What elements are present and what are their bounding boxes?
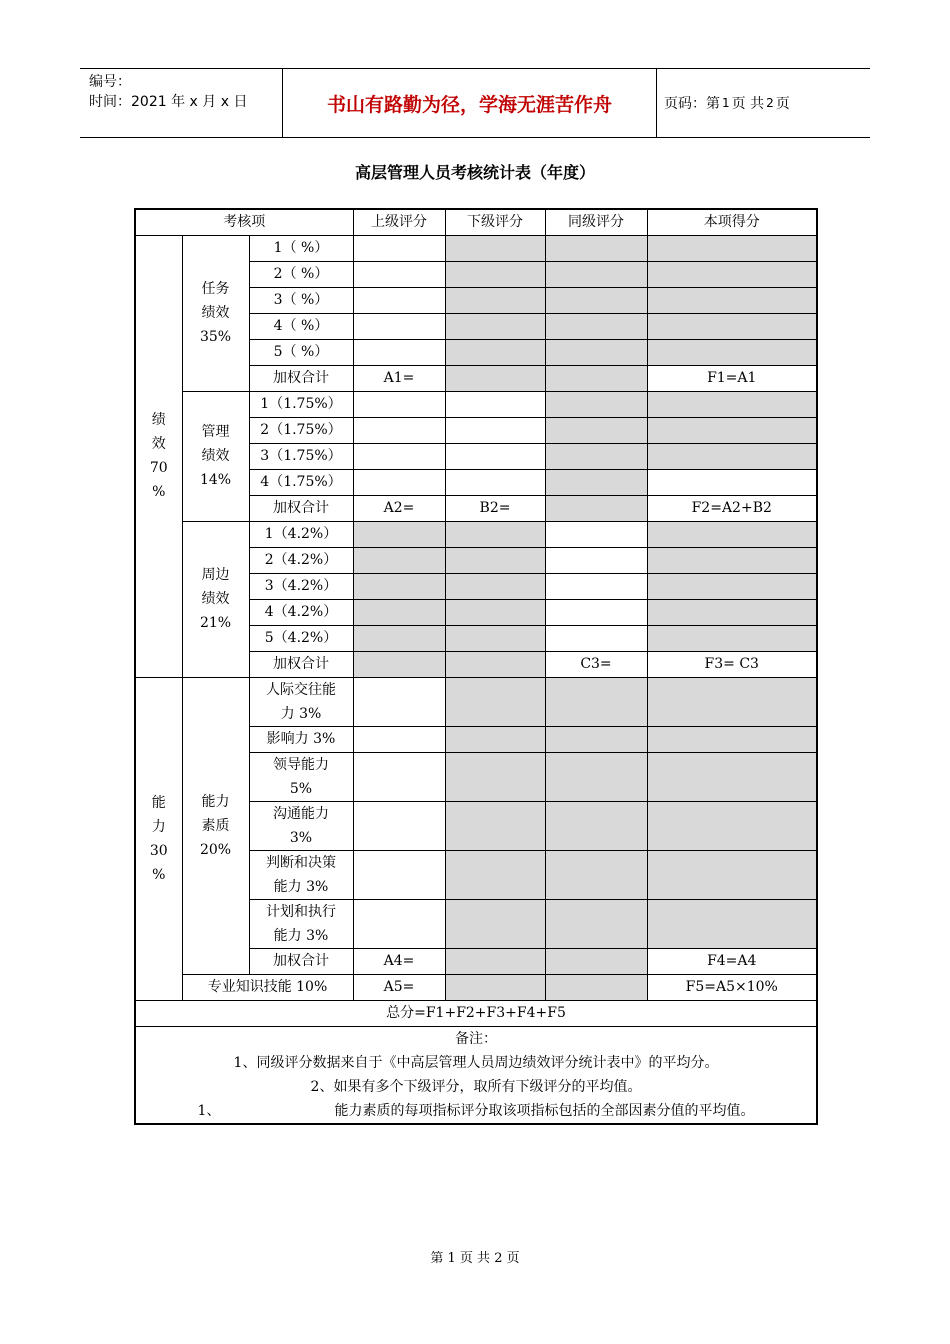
peripheral-item: 3（4.2%）: [249, 573, 353, 599]
shaded-cell: [647, 339, 817, 365]
shaded-cell: [445, 850, 545, 899]
shaded-cell: [545, 365, 647, 391]
peer-total-cell[interactable]: C3=: [545, 651, 647, 677]
shaded-cell: [545, 313, 647, 339]
shaded-cell: [545, 752, 647, 801]
shaded-cell: [445, 313, 545, 339]
shaded-cell: [545, 417, 647, 443]
superior-score-cell[interactable]: [353, 261, 445, 287]
peer-score-cell[interactable]: [545, 599, 647, 625]
shaded-cell: [545, 469, 647, 495]
management-item: 4（1.75%）: [249, 469, 353, 495]
superior-score-cell[interactable]: [353, 417, 445, 443]
weighted-total-label: 加权合计: [249, 365, 353, 391]
shaded-cell: [445, 521, 545, 547]
shaded-cell: [647, 625, 817, 651]
superior-score-cell[interactable]: [353, 899, 445, 948]
item-score-cell[interactable]: F3= C3: [647, 651, 817, 677]
col-header-superior: 上级评分: [353, 209, 445, 235]
header-motto: 书山有路勤为径，学海无涯苦作舟: [326, 93, 612, 116]
shaded-cell: [647, 726, 817, 752]
superior-score-cell[interactable]: [353, 391, 445, 417]
table-row: [135, 521, 817, 547]
weighted-total-label: 加权合计: [249, 651, 353, 677]
performance-category: 绩 效 70 %: [135, 235, 182, 677]
ability-item: 沟通能力 3%: [249, 801, 353, 850]
page-header: [80, 68, 870, 138]
shaded-cell: [445, 651, 545, 677]
item-score-cell[interactable]: [647, 469, 817, 495]
superior-score-cell[interactable]: [353, 469, 445, 495]
subordinate-total-cell[interactable]: B2=: [445, 495, 545, 521]
table-row: [135, 1000, 817, 1026]
note-line: 2、如果有多个下级评分，取所有下级评分的平均值。: [310, 1078, 642, 1095]
superior-score-cell[interactable]: [353, 726, 445, 752]
note-line: 1、 能力素质的每项指标评分取该项指标包括的全部因素分值的平均值。: [197, 1102, 755, 1119]
shaded-cell: [647, 391, 817, 417]
shaded-cell: [545, 495, 647, 521]
shaded-cell: [545, 287, 647, 313]
table-row: [135, 974, 817, 1000]
col-header-subordinate: 下级评分: [445, 209, 545, 235]
weighted-total-label: 加权合计: [249, 948, 353, 974]
task-item: 2（ %）: [249, 261, 353, 287]
shaded-cell: [445, 948, 545, 974]
shaded-cell: [445, 339, 545, 365]
shaded-cell: [445, 547, 545, 573]
shaded-cell: [445, 287, 545, 313]
shaded-cell: [353, 599, 445, 625]
peripheral-item: 4（4.2%）: [249, 599, 353, 625]
table-header-row: [135, 209, 817, 235]
shaded-cell: [545, 850, 647, 899]
superior-total-cell[interactable]: A4=: [353, 948, 445, 974]
col-header-item: 考核项: [135, 209, 353, 235]
notes-row: [135, 1026, 817, 1124]
header-meta: [89, 72, 247, 112]
total-score-formula: 总分=F1+F2+F3+F4+F5: [135, 1000, 817, 1026]
shaded-cell: [545, 948, 647, 974]
knowledge-skill-label: 专业知识技能 10%: [182, 974, 353, 1000]
shaded-cell: [545, 443, 647, 469]
shaded-cell: [445, 974, 545, 1000]
shaded-cell: [545, 899, 647, 948]
shaded-cell: [445, 752, 545, 801]
management-item: 3（1.75%）: [249, 443, 353, 469]
document-time: 时间：2021 年 x 月 x 日: [89, 94, 248, 110]
shaded-cell: [647, 850, 817, 899]
superior-total-cell[interactable]: A5=: [353, 974, 445, 1000]
page-footer: 第 1 页 共 2 页: [430, 1251, 520, 1266]
shaded-cell: [353, 625, 445, 651]
peripheral-item: 5（4.2%）: [249, 625, 353, 651]
shaded-cell: [445, 677, 545, 726]
shaded-cell: [545, 726, 647, 752]
header-divider: [656, 69, 657, 137]
shaded-cell: [647, 313, 817, 339]
shaded-cell: [353, 651, 445, 677]
table-row: [135, 235, 817, 261]
task-item: 5（ %）: [249, 339, 353, 365]
shaded-cell: [445, 625, 545, 651]
superior-score-cell[interactable]: [353, 235, 445, 261]
shaded-cell: [545, 391, 647, 417]
management-item: 2（1.75%）: [249, 417, 353, 443]
item-score-cell[interactable]: F2=A2+B2: [647, 495, 817, 521]
shaded-cell: [647, 752, 817, 801]
table-row: [135, 391, 817, 417]
ability-category: 能 力 30 %: [135, 677, 182, 1000]
ability-item: 判断和决策 能力 3%: [249, 850, 353, 899]
task-item: 1（ %）: [249, 235, 353, 261]
peripheral-item: 1（4.2%）: [249, 521, 353, 547]
shaded-cell: [445, 365, 545, 391]
shaded-cell: [545, 235, 647, 261]
shaded-cell: [647, 261, 817, 287]
shaded-cell: [353, 521, 445, 547]
ability-quality-label: 能力 素质 20%: [182, 677, 249, 974]
task-item: 3（ %）: [249, 287, 353, 313]
peripheral-item: 2（4.2%）: [249, 547, 353, 573]
ability-item: 领导能力 5%: [249, 752, 353, 801]
ability-item: 计划和执行 能力 3%: [249, 899, 353, 948]
superior-score-cell[interactable]: [353, 443, 445, 469]
shaded-cell: [445, 235, 545, 261]
subordinate-score-cell[interactable]: [445, 417, 545, 443]
superior-score-cell[interactable]: [353, 752, 445, 801]
shaded-cell: [545, 677, 647, 726]
task-performance-label: 任务 绩效 35%: [182, 235, 249, 391]
shaded-cell: [445, 261, 545, 287]
weighted-total-label: 加权合计: [249, 495, 353, 521]
superior-score-cell[interactable]: [353, 339, 445, 365]
superior-total-cell[interactable]: A1=: [353, 365, 445, 391]
superior-score-cell[interactable]: [353, 287, 445, 313]
shaded-cell: [545, 974, 647, 1000]
shaded-cell: [647, 547, 817, 573]
task-item: 4（ %）: [249, 313, 353, 339]
col-header-score: 本项得分: [647, 209, 817, 235]
peer-score-cell[interactable]: [545, 625, 647, 651]
shaded-cell: [445, 899, 545, 948]
peer-score-cell[interactable]: [545, 521, 647, 547]
ability-item: 影响力 3%: [249, 726, 353, 752]
superior-score-cell[interactable]: [353, 801, 445, 850]
item-score-cell[interactable]: F5=A5×10%: [647, 974, 817, 1000]
subordinate-score-cell[interactable]: [445, 391, 545, 417]
document-title: 高层管理人员考核统计表（年度）: [354, 163, 595, 182]
shaded-cell: [647, 443, 817, 469]
shaded-cell: [545, 261, 647, 287]
shaded-cell: [445, 801, 545, 850]
superior-score-cell[interactable]: [353, 313, 445, 339]
superior-score-cell[interactable]: [353, 850, 445, 899]
ability-item: 人际交往能 力 3%: [249, 677, 353, 726]
peripheral-performance-label: 周边 绩效 21%: [182, 521, 249, 677]
shaded-cell: [647, 899, 817, 948]
shaded-cell: [647, 521, 817, 547]
shaded-cell: [353, 547, 445, 573]
shaded-cell: [647, 417, 817, 443]
note-line: 1、同级评分数据来自于《中高层管理人员周边绩效评分统计表中》的平均分。: [233, 1054, 719, 1071]
superior-total-cell[interactable]: A2=: [353, 495, 445, 521]
subordinate-score-cell[interactable]: [445, 469, 545, 495]
superior-score-cell[interactable]: [353, 677, 445, 726]
shaded-cell: [647, 599, 817, 625]
shaded-cell: [647, 801, 817, 850]
shaded-cell: [647, 677, 817, 726]
shaded-cell: [647, 235, 817, 261]
table-row: [135, 677, 817, 726]
assessment-table: [134, 208, 818, 1125]
shaded-cell: [647, 287, 817, 313]
management-item: 1（1.75%）: [249, 391, 353, 417]
shaded-cell: [445, 726, 545, 752]
notes-section: [135, 1026, 817, 1124]
document-number: 编号：: [89, 74, 131, 90]
shaded-cell: [545, 801, 647, 850]
shaded-cell: [545, 339, 647, 365]
shaded-cell: [647, 573, 817, 599]
notes-heading: 备注：: [455, 1030, 497, 1047]
peer-score-cell[interactable]: [545, 573, 647, 599]
management-performance-label: 管理 绩效 14%: [182, 391, 249, 521]
shaded-cell: [445, 573, 545, 599]
header-page-number: 页码：第 1 页 共 2 页: [664, 96, 790, 112]
shaded-cell: [445, 599, 545, 625]
subordinate-score-cell[interactable]: [445, 443, 545, 469]
item-score-cell[interactable]: F4=A4: [647, 948, 817, 974]
item-score-cell[interactable]: F1=A1: [647, 365, 817, 391]
peer-score-cell[interactable]: [545, 547, 647, 573]
col-header-peer: 同级评分: [545, 209, 647, 235]
shaded-cell: [353, 573, 445, 599]
